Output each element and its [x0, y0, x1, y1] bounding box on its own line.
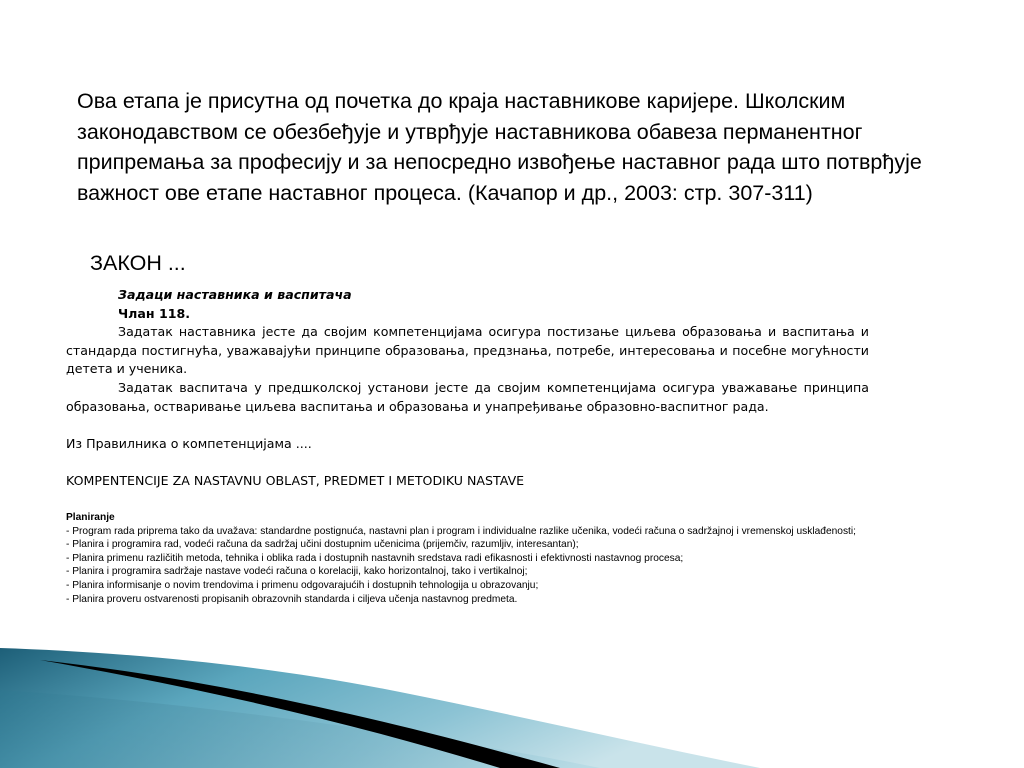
swoosh-teal-band — [0, 648, 760, 768]
spacer — [66, 416, 869, 435]
law-paragraph-teacher: Задатак наставника јесте да својим компетенцијама осигура постизање циљева образовања и васпитања и стандарда постигнућа, уважавајући принципе образовања, предзнања, потребе, интересовања и посебне могућности детета и ученика. — [66, 324, 869, 377]
law-heading: Задаци наставника и васпитача — [118, 287, 352, 302]
planning-item: - Planira i programira rad, vodeći računa da sadržaj učini dostupnim učenicima (prijemčiv, razumljiv, interesantan); — [66, 539, 579, 551]
law-excerpt — [66, 286, 869, 491]
planning-item: - Planira i programira sadržaje nastave vodeći računa o korelaciji, kako horizontalnoj, tako i vertikalnoj; — [66, 566, 528, 578]
swoosh-black-stroke — [40, 660, 560, 768]
spacer — [66, 453, 869, 472]
planning-title: Planiranje — [66, 512, 115, 523]
law-article-number: Члан 118. — [118, 305, 191, 321]
swoosh-teal-highlight — [0, 690, 600, 768]
planning-item: - Planira proveru ostvarenosti propisanih obrazovnih standarda i ciljeva učenja nastavnog predmeta. — [66, 593, 518, 605]
intro-paragraph: Ова етапа је присутна од почетка до краја наставникове каријере. Школским законодавством се обезбеђује и утврђује наставникова обавеза перманентног припремања за професију и за непосредно извођење наставног рада што потврђује важност ове етапе наставног процеса. (Качапор и др., 2003: стр. 307-311) — [77, 89, 922, 205]
planning-item: - Planira primenu različitih metoda, tehnika i oblika rada i dostupnih nastavnih sredstava radi efikasnosti i efektivnosti nastavnog procesa; — [66, 552, 684, 564]
regulation-source: Из Правилника о компетенцијама .... — [66, 435, 312, 451]
planning-section — [66, 511, 869, 606]
competences-title: KOMPENTENCIJE ZA NASTAVNU OBLAST, PREDMET I METODIKU NASTAVE — [66, 472, 525, 488]
law-paragraph-educator: Задатак васпитача у предшколској установи јесте да својим компетенцијама осигура уважавање принципа образовања, остваривање циљева васпитања и образовања и унапређивање образовно-васпитног рада. — [66, 379, 869, 414]
planning-item: - Program rada priprema tako da uvažava: standardne postignuća, nastavni plan i program i individualne razlike učenika, vodeći računa o sadržajnoj i vremenskoj usklađenosti; — [66, 525, 856, 537]
law-caption: ЗАКОН ... — [90, 251, 186, 275]
planning-item: - Planira informisanje o novim trendovima i primenu odgovarajućih i dostupnih tehnologija u obrazovanju; — [66, 579, 539, 591]
